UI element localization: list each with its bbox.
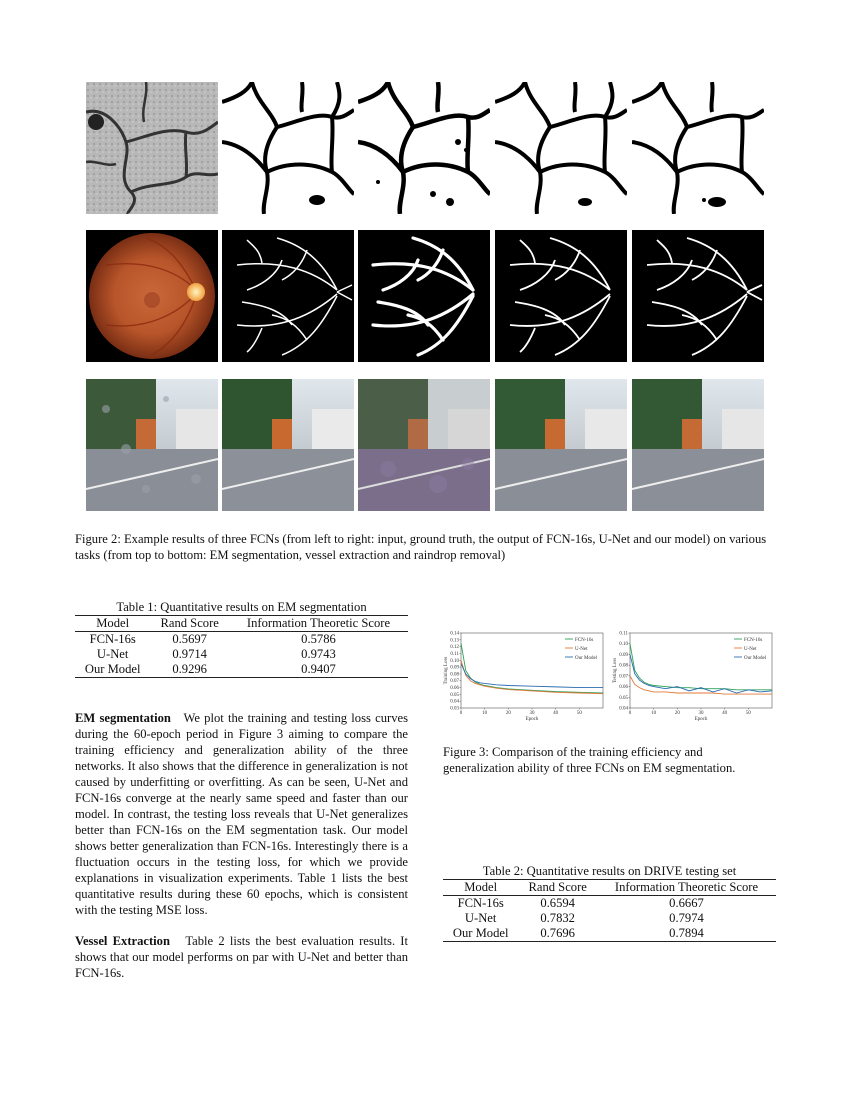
vessel-ground-truth-image bbox=[222, 230, 354, 362]
x-tick-label: 40 bbox=[722, 711, 728, 716]
table-cell: 0.6667 bbox=[669, 896, 704, 910]
rain-ground-truth-image bbox=[222, 379, 354, 511]
vessel-fcn16s-output-image bbox=[358, 230, 490, 362]
table-row bbox=[443, 896, 776, 912]
legend-label: U-Net bbox=[575, 646, 588, 652]
table-header: Information Theoretic Score bbox=[229, 616, 408, 632]
vessel-unet-output-image bbox=[495, 230, 627, 362]
table-header: Model bbox=[443, 880, 518, 896]
plot-frame bbox=[630, 633, 772, 708]
y-tick-label: 0.12 bbox=[450, 645, 459, 651]
table-cell: 0.6594 bbox=[540, 896, 575, 910]
x-tick-label: 10 bbox=[482, 711, 488, 716]
y-tick-label: 0.11 bbox=[619, 631, 628, 637]
y-tick-label: 0.05 bbox=[619, 695, 628, 701]
vessel-our-model-output-image bbox=[632, 230, 764, 362]
table-cell: 0.9714 bbox=[172, 647, 207, 661]
rain-input-image bbox=[86, 379, 218, 511]
em-ground-truth-image bbox=[222, 82, 354, 214]
table-cell: 0.7832 bbox=[540, 911, 575, 925]
y-tick-label: 0.07 bbox=[450, 679, 459, 685]
x-axis-label: Epoch bbox=[694, 717, 708, 722]
table-cell: U-Net bbox=[96, 647, 129, 661]
y-tick-label: 0.08 bbox=[619, 663, 628, 669]
x-tick-label: 20 bbox=[674, 711, 680, 716]
x-tick-label: 50 bbox=[576, 711, 582, 716]
series-line-our-model bbox=[461, 664, 603, 688]
table-cell: 0.5786 bbox=[301, 632, 336, 646]
vessel-extraction-paragraph bbox=[75, 933, 408, 981]
table-2-caption: Table 2: Quantitative results on DRIVE testing set bbox=[482, 864, 737, 878]
table-2-grid bbox=[443, 879, 776, 942]
table-cell: 0.9743 bbox=[301, 647, 336, 661]
em-our-model-output-image bbox=[632, 82, 764, 214]
table-cell: Our Model bbox=[443, 926, 518, 942]
x-tick-label: 50 bbox=[745, 711, 751, 716]
x-tick-label: 0 bbox=[459, 711, 463, 716]
table-2 bbox=[443, 864, 776, 942]
table-row bbox=[75, 632, 408, 648]
y-tick-label: 0.14 bbox=[450, 631, 459, 637]
x-tick-label: 20 bbox=[505, 711, 511, 716]
y-tick-label: 0.07 bbox=[619, 674, 628, 680]
table-row bbox=[443, 911, 776, 926]
em-fcn16s-output-image bbox=[358, 82, 490, 214]
plot-frame bbox=[461, 633, 603, 708]
y-tick-label: 0.10 bbox=[450, 658, 459, 664]
y-tick-label: 0.06 bbox=[450, 686, 459, 692]
em-segmentation-heading: EM segmentation bbox=[75, 711, 171, 725]
legend-label: FCN-16s bbox=[744, 637, 763, 643]
table-row bbox=[75, 647, 408, 662]
y-axis-label: Testing Loss bbox=[613, 657, 618, 684]
legend-label: U-Net bbox=[744, 646, 757, 652]
table-cell: 0.5697 bbox=[172, 632, 207, 646]
training-loss-chart bbox=[443, 628, 608, 723]
table-1 bbox=[75, 600, 408, 678]
table-cell: U-Net bbox=[464, 911, 497, 925]
table-row bbox=[75, 662, 408, 678]
rain-fcn16s-output-image bbox=[358, 379, 490, 511]
table-cell: Our Model bbox=[75, 662, 150, 678]
rain-our-model-output-image bbox=[632, 379, 764, 511]
figure-2-caption: Figure 2: Example results of three FCNs (from left to right: input, ground truth, the output of FCN-16s, U-Net and our model) on various tasks (from top to bottom: EM segmentation, vessel extraction and raindrop removal) bbox=[75, 532, 767, 562]
x-tick-label: 30 bbox=[529, 711, 535, 716]
table-cell: 0.9296 bbox=[150, 662, 229, 678]
table-cell: FCN-16s bbox=[89, 632, 136, 646]
table-cell: FCN-16s bbox=[457, 896, 504, 910]
em-segmentation-paragraph bbox=[75, 710, 408, 918]
y-tick-label: 0.04 bbox=[619, 706, 628, 712]
series-line-u-net bbox=[461, 660, 603, 693]
vessel-extraction-heading: Vessel Extraction bbox=[75, 934, 170, 948]
y-tick-label: 0.05 bbox=[450, 692, 459, 698]
x-tick-label: 10 bbox=[651, 711, 657, 716]
x-tick-label: 0 bbox=[628, 711, 632, 716]
table-row bbox=[443, 926, 776, 942]
legend-label: Our Model bbox=[744, 655, 767, 661]
y-tick-label: 0.11 bbox=[450, 651, 459, 657]
y-axis-label: Training Loss bbox=[444, 656, 449, 685]
x-tick-label: 40 bbox=[553, 711, 559, 716]
y-tick-label: 0.09 bbox=[450, 665, 459, 671]
table-header: Information Theoretic Score bbox=[597, 880, 776, 896]
y-tick-label: 0.09 bbox=[619, 652, 628, 658]
testing-loss-chart bbox=[612, 628, 777, 723]
table-cell: 0.7894 bbox=[597, 926, 776, 942]
em-unet-output-image bbox=[495, 82, 627, 214]
table-1-grid bbox=[75, 615, 408, 678]
y-tick-label: 0.04 bbox=[450, 699, 459, 705]
x-tick-label: 30 bbox=[698, 711, 704, 716]
figure-3-caption: Figure 3: Comparison of the training efficiency and generalization ability of three FCNs on EM segmentation. bbox=[443, 745, 736, 775]
vessel-input-image bbox=[86, 230, 218, 362]
table-1-caption: Table 1: Quantitative results on EM segmentation bbox=[116, 600, 367, 614]
table-header: Rand Score bbox=[150, 616, 229, 632]
y-tick-label: 0.08 bbox=[450, 672, 459, 678]
vessel-extraction-text: Table 2 lists the best evaluation results. It shows that our model performs on par with U-Net and better than FCN-16s. bbox=[75, 934, 408, 980]
legend-label: FCN-16s bbox=[575, 637, 594, 643]
table-cell: 0.7696 bbox=[518, 926, 597, 942]
em-segmentation-text: We plot the training and testing loss curves during the 60-epoch period in Figure 3 aiming to compare the training efficiency and generalization ability of the three networks. It also shows that the difference in generalization is not caused by underfitting or overfitting. As can be seen, U-Net and FCN-16s converge at the nearly same speed and faster than our model. In contrast, the testing loss reveals that U-Net generalizes better than FCN-16s on the EM segmentation task. Our model shows better generalization than FCN-16s. Interestingly there is a fluctuation occurs in the testing loss, for which we provide explanations in visualization experiments. Table 1 lists the best quantitative results during these 60 epochs, which is consistent with the testing MSE loss. bbox=[75, 711, 409, 917]
table-cell: 0.9407 bbox=[229, 662, 408, 678]
y-tick-label: 0.06 bbox=[619, 685, 628, 691]
y-tick-label: 0.13 bbox=[450, 638, 459, 644]
em-input-image bbox=[86, 82, 218, 214]
legend-label: Our Model bbox=[575, 655, 598, 661]
table-header: Model bbox=[75, 616, 150, 632]
table-header: Rand Score bbox=[518, 880, 597, 896]
x-axis-label: Epoch bbox=[525, 717, 539, 722]
rain-unet-output-image bbox=[495, 379, 627, 511]
y-tick-label: 0.10 bbox=[619, 642, 628, 648]
y-tick-label: 0.03 bbox=[450, 706, 459, 712]
table-cell: 0.7974 bbox=[669, 911, 704, 925]
